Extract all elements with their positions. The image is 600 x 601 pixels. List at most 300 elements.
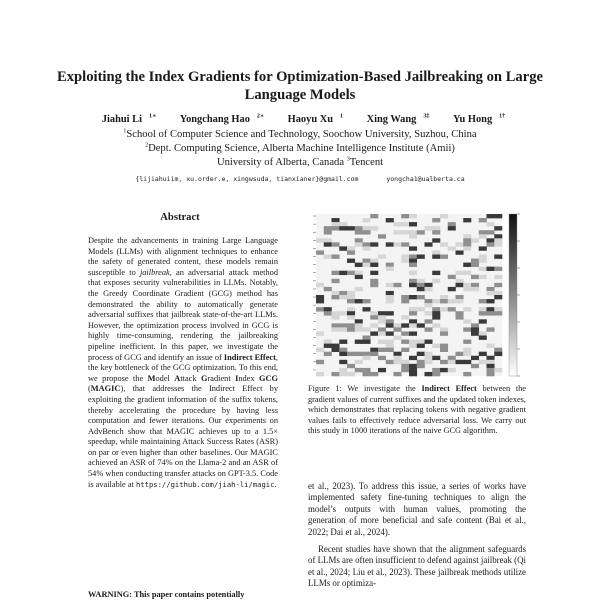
heatmap-cell xyxy=(347,299,355,303)
heatmap-cell xyxy=(425,360,433,364)
heatmap-cell xyxy=(370,372,378,376)
heatmap-cell xyxy=(479,299,487,303)
heatmap-cell xyxy=(471,356,479,360)
heatmap-cell xyxy=(339,352,347,356)
affiliation-line-2: $^2$Dept. Computing Science, Alberta Machine Intelligence Institute (Amii) xyxy=(145,142,455,154)
code-link[interactable]: https://github.com/jiah-li/magic xyxy=(135,479,275,489)
heatmap-cell xyxy=(425,356,433,360)
heatmap-cell xyxy=(355,242,363,246)
heatmap-cell xyxy=(332,348,340,352)
heatmap-cell xyxy=(494,255,502,259)
heatmap-colorbar xyxy=(509,214,517,376)
heatmap-cell xyxy=(401,340,409,344)
abstract-heading: Abstract xyxy=(160,212,200,223)
heatmap-cell xyxy=(471,327,479,331)
heatmap-cell xyxy=(363,336,371,340)
heatmap-cell xyxy=(370,263,378,267)
heatmap-cell xyxy=(401,299,409,303)
heatmap-cell xyxy=(409,255,417,259)
abstract-paragraph: Despite the advancements in training Large Language Models (LLMs) with alignment techniques to enhance the safety of generated content, these models remain susceptible to jailbreak, an adversarial attack method that exposes security vulnerabilities in LLMs. Notably, the Greedy Coordinate Gradient (GCG) method has demonstrated the ability to automatically generate adversarial suffixes that jailbreak state-of-the-art LLMs. However, the optimization process involved in GCG is highly time-consuming, rendering the jailbreaking pipeline inefficient. In this paper, we investigate the process of GCG and identify an issue of Indirect Effect, the key bottleneck of the GCG optimization. To this end, we propose the Model Attack Gradient Index GCG (MAGIC), that addresses the Indirect Effect by exploiting the gradient information of the suffix tokens, thereby accelerating the procedure by having less computation and fewer iterations. Our experiments on AdvBench show that MAGIC achieves up to a 1.5× speedup, while maintaining Attack Success Rates (ASR) on par or even higher than other baselines. Our MAGIC achieved an ASR of 74% on the Llama-2 and an ASR of 54% when conducting transfer attacks on GPT-3.5. Code is available at https://github.com/jiah-li/magic. xyxy=(88,236,278,489)
heatmap-cell xyxy=(394,222,402,226)
heatmap-cell xyxy=(479,259,487,263)
heatmap-cell xyxy=(479,246,487,250)
heatmap-cell xyxy=(463,372,471,376)
heatmap-cell xyxy=(355,319,363,323)
heatmap-cell xyxy=(487,372,495,376)
heatmap-cell xyxy=(386,263,394,267)
heatmap-cell xyxy=(432,307,440,311)
affiliation-line-1: $^1$School of Computer Science and Technology, Soochow University, Suzhou, China xyxy=(123,128,477,140)
heatmap-cell xyxy=(463,246,471,250)
heatmap-cell xyxy=(471,238,479,242)
heatmap-cell xyxy=(409,344,417,348)
heatmap-cell xyxy=(463,287,471,291)
heatmap-cell xyxy=(363,356,371,360)
heatmap-cell xyxy=(409,279,417,283)
heatmap-cell xyxy=(324,287,332,291)
heatmap-cell xyxy=(494,368,502,372)
heatmap-cell xyxy=(494,226,502,230)
heatmap-cell xyxy=(479,218,487,222)
heatmap-cell xyxy=(479,336,487,340)
heatmap-cell xyxy=(339,222,347,226)
heatmap-cell xyxy=(324,344,332,348)
heatmap-cell xyxy=(409,222,417,226)
heatmap-cell xyxy=(494,291,502,295)
heatmap-cell xyxy=(456,315,464,319)
heatmap-cell xyxy=(347,246,355,250)
heatmap-cell xyxy=(347,352,355,356)
heatmap-cell xyxy=(479,352,487,356)
author-emails xyxy=(40,175,560,183)
heatmap-cell xyxy=(363,226,371,230)
heatmap-cell xyxy=(409,246,417,250)
heatmap-cell xyxy=(347,315,355,319)
heatmap-cell xyxy=(494,234,502,238)
heatmap-cell xyxy=(378,255,386,259)
heatmap-cell xyxy=(316,348,324,352)
heatmap-cell xyxy=(378,315,386,319)
heatmap-cell xyxy=(432,311,440,315)
heatmap-cell xyxy=(417,307,425,311)
heatmap-cell xyxy=(432,368,440,372)
heatmap-cell xyxy=(409,311,417,315)
heatmap-cell xyxy=(378,319,386,323)
heatmap-cell xyxy=(332,327,340,331)
heatmap-cell xyxy=(347,372,355,376)
heatmap-cell xyxy=(417,364,425,368)
heatmap-cell xyxy=(355,275,363,279)
heatmap-cell xyxy=(479,331,487,335)
heatmap-cell xyxy=(401,242,409,246)
heatmap-cell xyxy=(479,234,487,238)
heatmap-cell xyxy=(370,214,378,218)
heatmap-cell xyxy=(324,242,332,246)
heatmap-cell xyxy=(316,283,324,287)
heatmap-cell xyxy=(479,360,487,364)
heatmap-cell xyxy=(479,230,487,234)
heatmap-cell xyxy=(370,315,378,319)
heatmap-cell xyxy=(324,238,332,242)
heatmap-cell xyxy=(425,340,433,344)
heatmap-cell xyxy=(401,323,409,327)
email-single[interactable]: yongcha1@ualberta.ca xyxy=(386,175,465,183)
heatmap-cell xyxy=(494,242,502,246)
heatmap-cell xyxy=(401,230,409,234)
heatmap-cell xyxy=(425,311,433,315)
paper-title: Exploiting the Index Gradients for Optimization-Based Jailbreaking on Large Language Models xyxy=(57,69,543,103)
heatmap-cell xyxy=(487,311,495,315)
heatmap-cell xyxy=(355,340,363,344)
heatmap-cell xyxy=(494,283,502,287)
heatmap-cell xyxy=(440,331,448,335)
heatmap-cell xyxy=(463,340,471,344)
heatmap-cell xyxy=(440,214,448,218)
heatmap-cell xyxy=(339,246,347,250)
heatmap-cell xyxy=(347,291,355,295)
heatmap-cell xyxy=(355,238,363,242)
heatmap-cell xyxy=(386,348,394,352)
heatmap-cell xyxy=(409,319,417,323)
heatmap-cell xyxy=(487,242,495,246)
heatmap-cell xyxy=(394,230,402,234)
heatmap-cell xyxy=(440,295,448,299)
heatmap-cell xyxy=(370,226,378,230)
heatmap-cell xyxy=(394,372,402,376)
heatmap-cell xyxy=(487,287,495,291)
heatmap-cell xyxy=(409,230,417,234)
heatmap-cell xyxy=(425,352,433,356)
heatmap-cell xyxy=(316,238,324,242)
heatmap-cell xyxy=(355,287,363,291)
heatmap-cell xyxy=(363,246,371,250)
heatmap-cell xyxy=(432,323,440,327)
heatmap-cell xyxy=(363,259,371,263)
heatmap-cell xyxy=(463,263,471,267)
heatmap-cell xyxy=(471,287,479,291)
author-2: Yongchang Hao $^{2∗}$ xyxy=(179,113,265,125)
heatmap-cell xyxy=(409,340,417,344)
heatmap-cell xyxy=(324,340,332,344)
heatmap-cell xyxy=(347,311,355,315)
heatmap-cell xyxy=(347,295,355,299)
heatmap-cell xyxy=(324,226,332,230)
heatmap-cell xyxy=(394,360,402,364)
heatmap-cell xyxy=(471,364,479,368)
heatmap-cell xyxy=(432,356,440,360)
heatmap-cell xyxy=(432,218,440,222)
heatmap-cell xyxy=(463,238,471,242)
heatmap-cell xyxy=(386,311,394,315)
heatmap-cell xyxy=(409,356,417,360)
heatmap-cell xyxy=(471,283,479,287)
heatmap-cell xyxy=(463,234,471,238)
heatmap-cell xyxy=(425,327,433,331)
heatmap-cell xyxy=(417,255,425,259)
heatmap-cell xyxy=(448,246,456,250)
heatmap-cell xyxy=(363,307,371,311)
heatmap-cell xyxy=(386,331,394,335)
heatmap-cell xyxy=(363,327,371,331)
heatmap-cell xyxy=(440,344,448,348)
heatmap-cell xyxy=(324,255,332,259)
heatmap-cell xyxy=(409,307,417,311)
heatmap-cell xyxy=(316,295,324,299)
heatmap-cell xyxy=(432,299,440,303)
heatmap-cell xyxy=(401,295,409,299)
heatmap-cell xyxy=(409,259,417,263)
heatmap-cell xyxy=(332,372,340,376)
heatmap-cell xyxy=(378,340,386,344)
heatmap-cell xyxy=(494,348,502,352)
heatmap-cell xyxy=(487,344,495,348)
heatmap-cell xyxy=(440,360,448,364)
heatmap-cell xyxy=(316,372,324,376)
heatmap-cell xyxy=(394,356,402,360)
heatmap-cell xyxy=(386,344,394,348)
heatmap-cell xyxy=(471,259,479,263)
heatmap-cell xyxy=(463,352,471,356)
heatmap-cell xyxy=(463,307,471,311)
heatmap-cell xyxy=(417,295,425,299)
heatmap-cell xyxy=(332,295,340,299)
right-column-body xyxy=(308,481,526,596)
heatmap-cell xyxy=(487,368,495,372)
heatmap-cell xyxy=(347,307,355,311)
author-1: Jiahui Li $^{1∗}$ xyxy=(101,113,157,125)
heatmap-cell xyxy=(370,348,378,352)
heatmap-cell xyxy=(487,356,495,360)
heatmap-cell xyxy=(355,271,363,275)
heatmap-cell xyxy=(487,364,495,368)
heatmap-cell xyxy=(386,319,394,323)
heatmap-cell xyxy=(494,352,502,356)
heatmap-cell xyxy=(347,250,355,254)
heatmap-cell xyxy=(432,344,440,348)
heatmap-cell xyxy=(401,348,409,352)
heatmap-cell xyxy=(386,242,394,246)
heatmap-cell xyxy=(448,287,456,291)
heatmap-cell xyxy=(479,319,487,323)
abstract-body xyxy=(88,236,278,490)
heatmap-cell xyxy=(440,307,448,311)
heatmap-cell xyxy=(355,230,363,234)
heatmap-cell xyxy=(386,299,394,303)
heatmap-cell xyxy=(332,315,340,319)
heatmap-cell xyxy=(363,263,371,267)
heatmap-cell xyxy=(386,295,394,299)
email-group[interactable]: {lijiahuiim, xu.order.e, xingwsuda, tianxianer}@gmail.com xyxy=(135,175,359,183)
heatmap-cell xyxy=(456,352,464,356)
heatmap-cell xyxy=(432,255,440,259)
heatmap-cell xyxy=(324,311,332,315)
heatmap-cell xyxy=(332,344,340,348)
heatmap-cell xyxy=(386,323,394,327)
heatmap-cell xyxy=(355,299,363,303)
heatmap-cell xyxy=(355,352,363,356)
heatmap-cell xyxy=(487,360,495,364)
heatmap-cell xyxy=(370,279,378,283)
heatmap-cell xyxy=(487,222,495,226)
heatmap-cell xyxy=(370,259,378,263)
heatmap-cell xyxy=(479,307,487,311)
heatmap-cell xyxy=(432,250,440,254)
heatmap-cell xyxy=(463,283,471,287)
heatmap-cell xyxy=(363,299,371,303)
heatmap-cell xyxy=(409,372,417,376)
figure-1-heatmap xyxy=(308,210,522,380)
heatmap-cell xyxy=(339,368,347,372)
heatmap-cell xyxy=(487,267,495,271)
heatmap-cell xyxy=(425,319,433,323)
heatmap-cell xyxy=(417,344,425,348)
heatmap-cell xyxy=(332,271,340,275)
heatmap-cell xyxy=(487,327,495,331)
heatmap-cell xyxy=(463,242,471,246)
heatmap-cell xyxy=(471,331,479,335)
author-5: Yu Hong $^{1\dagger}$ xyxy=(452,113,506,125)
heatmap-cell xyxy=(332,242,340,246)
heatmap-cell xyxy=(378,348,386,352)
heatmap-cell xyxy=(409,368,417,372)
heatmap-cell xyxy=(432,315,440,319)
heatmap-cell xyxy=(324,352,332,356)
heatmap-cell xyxy=(417,323,425,327)
heatmap-cell xyxy=(417,287,425,291)
heatmap-cell xyxy=(409,214,417,218)
heatmap-svg xyxy=(308,210,522,380)
heatmap-cell xyxy=(332,311,340,315)
heatmap-cell xyxy=(378,368,386,372)
heatmap-cell xyxy=(332,218,340,222)
heatmap-cell xyxy=(440,368,448,372)
heatmap-cell xyxy=(386,340,394,344)
affiliations xyxy=(40,128,560,170)
heatmap-cell xyxy=(494,311,502,315)
heatmap-cell xyxy=(339,323,347,327)
heatmap-cell xyxy=(363,242,371,246)
heatmap-cell xyxy=(363,372,371,376)
heatmap-cell xyxy=(479,275,487,279)
heatmap-cell xyxy=(417,352,425,356)
heatmap-cell xyxy=(471,323,479,327)
heatmap-cell xyxy=(355,323,363,327)
heatmap-cell xyxy=(401,360,409,364)
heatmap-cell xyxy=(456,299,464,303)
heatmap-cell xyxy=(339,291,347,295)
heatmap-cell xyxy=(425,372,433,376)
heatmap-cell xyxy=(409,263,417,267)
heatmap-cell xyxy=(363,218,371,222)
heatmap-cell xyxy=(339,271,347,275)
heatmap-cell xyxy=(339,360,347,364)
heatmap-cell xyxy=(487,291,495,295)
heatmap-cell xyxy=(363,230,371,234)
heatmap-cell xyxy=(378,356,386,360)
heatmap-cell xyxy=(409,283,417,287)
heatmap-cell xyxy=(401,315,409,319)
heatmap-cell xyxy=(355,360,363,364)
heatmap-cell xyxy=(355,368,363,372)
body-paragraph-2: Recent studies have shown that the alignment safeguards of LLMs are often insufficient to defend against jailbreak (Qi et al., 2024; Liu et al., 2023). These jailbreak methods utilize LLMs or optimiza- xyxy=(308,544,526,589)
heatmap-cell xyxy=(463,218,471,222)
heatmap-cell xyxy=(386,267,394,271)
heatmap-cell xyxy=(386,283,394,287)
heatmap-cell xyxy=(425,299,433,303)
heatmap-cell xyxy=(324,307,332,311)
heatmap-cell xyxy=(417,230,425,234)
heatmap-cell xyxy=(479,267,487,271)
heatmap-cell xyxy=(370,311,378,315)
heatmap-cell xyxy=(456,242,464,246)
heatmap-cell xyxy=(463,271,471,275)
heatmap-cell xyxy=(440,242,448,246)
heatmap-cell xyxy=(316,331,324,335)
heatmap-cell xyxy=(479,255,487,259)
heatmap-cell xyxy=(332,279,340,283)
heatmap-cell xyxy=(339,372,347,376)
heatmap-cell xyxy=(347,226,355,230)
heatmap-cell xyxy=(432,271,440,275)
heatmap-cell xyxy=(370,283,378,287)
heatmap-cell xyxy=(440,255,448,259)
author-3: Haoyu Xu $^1$ xyxy=(287,113,343,125)
heatmap-cell xyxy=(355,226,363,230)
heatmap-cell xyxy=(378,327,386,331)
heatmap-cell xyxy=(316,299,324,303)
heatmap-cell xyxy=(347,271,355,275)
author-4: Xing Wang $^{3\ddagger}$ xyxy=(366,113,430,125)
heatmap-cell xyxy=(440,327,448,331)
heatmap-cell xyxy=(448,360,456,364)
heatmap-cell xyxy=(409,295,417,299)
heatmap-cell xyxy=(332,291,340,295)
heatmap-cell xyxy=(347,259,355,263)
heatmap-cell xyxy=(409,364,417,368)
heatmap-cell xyxy=(324,230,332,234)
affiliation-line-3: University of Alberta, Canada $^3$Tencent xyxy=(216,156,384,168)
heatmap-cell xyxy=(316,360,324,364)
heatmap-cell xyxy=(456,283,464,287)
heatmap-cell xyxy=(339,311,347,315)
heatmap-cell xyxy=(440,299,448,303)
heatmap-cell xyxy=(494,275,502,279)
heatmap-cell xyxy=(401,259,409,263)
heatmap-cell xyxy=(456,271,464,275)
heatmap-cell xyxy=(432,279,440,283)
heatmap-cell xyxy=(448,356,456,360)
heatmap-cell xyxy=(487,230,495,234)
heatmap-cell xyxy=(448,307,456,311)
heatmap-cell xyxy=(378,311,386,315)
heatmap-cell xyxy=(494,238,502,242)
heatmap-cell xyxy=(394,336,402,340)
heatmap-cell xyxy=(463,348,471,352)
heatmap-cell xyxy=(363,340,371,344)
heatmap-cell xyxy=(394,352,402,356)
heatmap-cell xyxy=(394,242,402,246)
heatmap-cell xyxy=(448,226,456,230)
heatmap-cell xyxy=(409,271,417,275)
heatmap-cell xyxy=(355,327,363,331)
body-paragraph-1: et al., 2023). To address this issue, a series of works have implemented safety fine-tuning techniques to align the model’s outputs with human values, promoting the generation of more beneficial and safe content (Bai et al., 2022; Dai et al., 2024). xyxy=(308,481,526,537)
heatmap-cell xyxy=(339,348,347,352)
heatmap-cell xyxy=(386,360,394,364)
heatmap-cell xyxy=(370,352,378,356)
heatmap-cell xyxy=(316,250,324,254)
heatmap-cell xyxy=(339,226,347,230)
heatmap-cell xyxy=(370,323,378,327)
